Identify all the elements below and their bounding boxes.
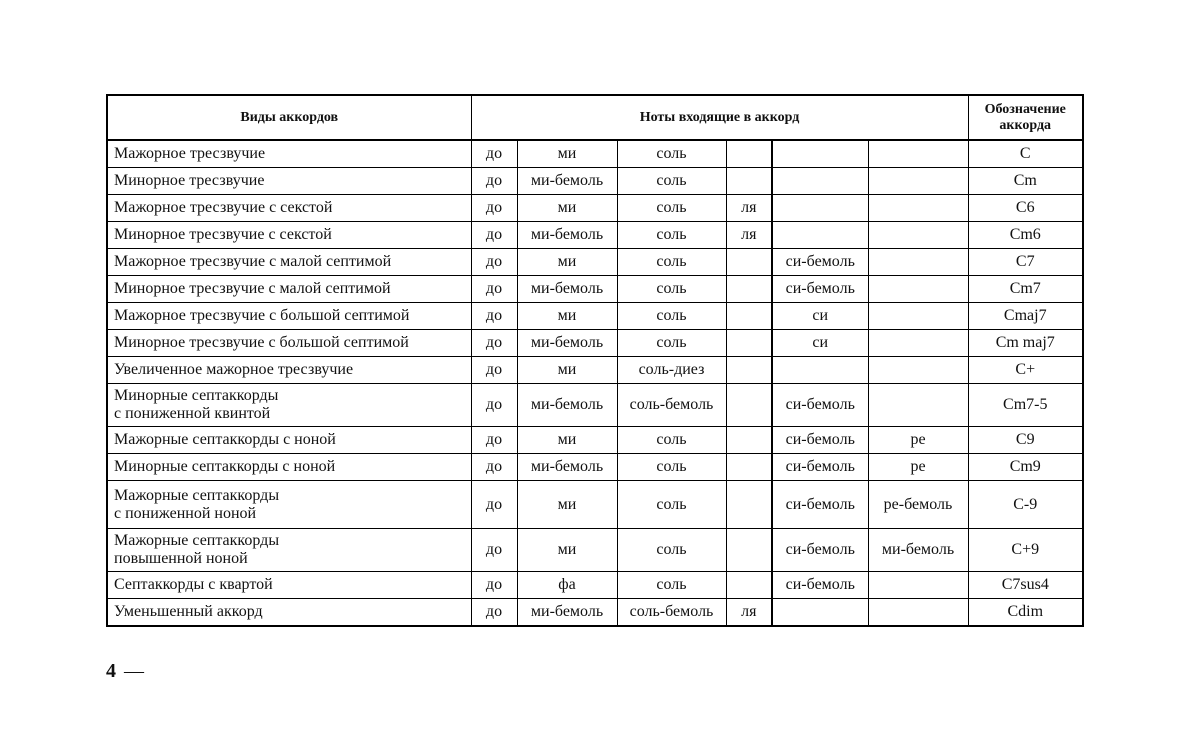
chord-type-cell <box>107 572 471 599</box>
note-cell <box>868 168 968 195</box>
chord-symbol-cell: C7sus4 <box>968 572 1083 599</box>
chord-type-cell <box>107 222 471 249</box>
table-row <box>107 168 1083 195</box>
note-cell <box>772 168 868 195</box>
note-cell: ми <box>517 357 617 384</box>
note-cell <box>726 249 772 276</box>
chord-symbol-cell: Cm6 <box>968 222 1083 249</box>
page-number: 4 <box>106 660 116 682</box>
note-cell <box>868 357 968 384</box>
note-cell: до <box>471 168 517 195</box>
chord-symbol-cell: Cm7-5 <box>968 384 1083 427</box>
note-cell <box>868 599 968 627</box>
chord-symbol-cell: C7 <box>968 249 1083 276</box>
table-row <box>107 572 1083 599</box>
note-cell: соль-бемоль <box>617 599 726 627</box>
note-cell: си-бемоль <box>772 249 868 276</box>
note-cell: ми <box>517 481 617 529</box>
note-cell: соль-диез <box>617 357 726 384</box>
table-row <box>107 249 1083 276</box>
chord-type-line: Увеличенное мажорное тресзвучие <box>114 361 354 378</box>
header-symbol-line1: Обозначение <box>984 101 1066 117</box>
note-cell: до <box>471 427 517 454</box>
chord-type-line: Мажорное тресзвучие с секстой <box>114 199 333 216</box>
note-cell <box>772 599 868 627</box>
note-cell <box>726 454 772 481</box>
note-cell: до <box>471 454 517 481</box>
chord-symbol-cell: C+9 <box>968 529 1083 572</box>
note-cell: ре <box>868 427 968 454</box>
chord-type-cell <box>107 357 471 384</box>
chord-type-cell <box>107 168 471 195</box>
table-row <box>107 481 1083 529</box>
chord-type-line: Мажорные септаккорды <box>114 532 280 549</box>
note-cell: соль <box>617 222 726 249</box>
chord-table-body <box>107 140 1083 626</box>
chord-table <box>106 94 1084 627</box>
page-footer <box>106 660 144 683</box>
note-cell <box>868 572 968 599</box>
note-cell: си-бемоль <box>772 572 868 599</box>
chord-type-cell <box>107 276 471 303</box>
note-cell: ре-бемоль <box>868 481 968 529</box>
chord-symbol-cell: C9 <box>968 427 1083 454</box>
table-row <box>107 599 1083 627</box>
note-cell <box>772 140 868 168</box>
note-cell: соль <box>617 276 726 303</box>
note-cell <box>772 222 868 249</box>
table-row <box>107 276 1083 303</box>
note-cell: до <box>471 303 517 330</box>
note-cell: соль <box>617 249 726 276</box>
chord-symbol-cell: Cdim <box>968 599 1083 627</box>
chord-type-line: Минорное тресзвучие <box>114 172 265 189</box>
note-cell: ре <box>868 454 968 481</box>
chord-type-cell <box>107 599 471 627</box>
note-cell: до <box>471 529 517 572</box>
chord-symbol-cell: Cm9 <box>968 454 1083 481</box>
note-cell <box>726 303 772 330</box>
note-cell: си-бемоль <box>772 384 868 427</box>
chord-type-line: Мажорное тресзвучие с малой септимой <box>114 253 392 270</box>
note-cell <box>868 330 968 357</box>
chord-type-cell <box>107 330 471 357</box>
note-cell: ми-бемоль <box>517 330 617 357</box>
note-cell: ми <box>517 529 617 572</box>
note-cell: до <box>471 222 517 249</box>
table-row <box>107 357 1083 384</box>
note-cell <box>726 276 772 303</box>
table-row <box>107 303 1083 330</box>
chord-type-line: Минорное тресзвучие с большой септимой <box>114 334 409 351</box>
note-cell: си-бемоль <box>772 427 868 454</box>
note-cell: до <box>471 572 517 599</box>
chord-type-line: Септаккорды с квартой <box>114 576 273 593</box>
note-cell: си <box>772 303 868 330</box>
note-cell: до <box>471 599 517 627</box>
chord-type-cell <box>107 454 471 481</box>
chord-type-cell <box>107 384 471 427</box>
note-cell <box>868 384 968 427</box>
note-cell: соль <box>617 168 726 195</box>
table-row <box>107 454 1083 481</box>
chord-symbol-cell: Cm maj7 <box>968 330 1083 357</box>
note-cell: соль <box>617 303 726 330</box>
note-cell <box>868 222 968 249</box>
chord-type-line: Минорные септаккорды с ноной <box>114 458 336 475</box>
chord-symbol-cell: Cm <box>968 168 1083 195</box>
note-cell: соль <box>617 195 726 222</box>
chord-symbol-cell: C-9 <box>968 481 1083 529</box>
note-cell: ля <box>726 195 772 222</box>
note-cell: соль <box>617 454 726 481</box>
note-cell <box>868 276 968 303</box>
chord-type-line: Мажорные септаккорды <box>114 486 280 504</box>
chord-type-line: с пониженной квинтой <box>114 405 271 422</box>
header-symbol-line2: аккорда <box>999 117 1052 133</box>
chord-type-line: Уменьшенный аккорд <box>114 603 263 620</box>
table-row <box>107 140 1083 168</box>
note-cell: соль-бемоль <box>617 384 726 427</box>
chord-type-cell <box>107 249 471 276</box>
chord-symbol-cell: Cm7 <box>968 276 1083 303</box>
chord-type-cell <box>107 195 471 222</box>
chord-type-line: Минорное тресзвучие с секстой <box>114 226 332 243</box>
note-cell <box>726 529 772 572</box>
note-cell: си-бемоль <box>772 454 868 481</box>
note-cell <box>868 303 968 330</box>
chord-type-line: Мажорное тресзвучие с большой септимой <box>114 307 410 324</box>
chord-type-cell <box>107 529 471 572</box>
note-cell <box>868 249 968 276</box>
footer-dash: — <box>124 660 144 682</box>
table-row <box>107 529 1083 572</box>
note-cell: ми <box>517 303 617 330</box>
chord-symbol-cell: C6 <box>968 195 1083 222</box>
note-cell: ми-бемоль <box>517 276 617 303</box>
note-cell: ми <box>517 249 617 276</box>
note-cell <box>726 168 772 195</box>
note-cell: до <box>471 481 517 529</box>
note-cell: си-бемоль <box>772 529 868 572</box>
note-cell: ми-бемоль <box>517 384 617 427</box>
note-cell: си <box>772 330 868 357</box>
header-chord-symbol <box>968 95 1083 140</box>
chord-symbol-cell: Cmaj7 <box>968 303 1083 330</box>
note-cell: фа <box>517 572 617 599</box>
note-cell: ми <box>517 195 617 222</box>
table-row <box>107 195 1083 222</box>
note-cell: ми-бемоль <box>517 454 617 481</box>
note-cell: ми <box>517 427 617 454</box>
note-cell <box>726 140 772 168</box>
note-cell: си-бемоль <box>772 481 868 529</box>
chord-type-cell <box>107 140 471 168</box>
note-cell: до <box>471 384 517 427</box>
header-chord-notes: Ноты входящие в аккорд <box>471 95 968 140</box>
chord-type-cell <box>107 303 471 330</box>
note-cell: ми-бемоль <box>517 599 617 627</box>
note-cell: до <box>471 140 517 168</box>
note-cell: ля <box>726 599 772 627</box>
note-cell: соль <box>617 529 726 572</box>
note-cell: до <box>471 249 517 276</box>
chord-type-line: Минорные септаккорды <box>114 387 279 404</box>
note-cell: соль <box>617 330 726 357</box>
table-row <box>107 384 1083 427</box>
chord-type-line: Мажорное тресзвучие <box>114 145 266 162</box>
note-cell: ля <box>726 222 772 249</box>
note-cell: ми-бемоль <box>517 222 617 249</box>
table-row <box>107 427 1083 454</box>
note-cell: ми-бемоль <box>868 529 968 572</box>
note-cell: ми-бемоль <box>517 168 617 195</box>
note-cell: до <box>471 195 517 222</box>
chord-type-cell <box>107 481 471 529</box>
chord-symbol-cell: C+ <box>968 357 1083 384</box>
chord-type-line: Минорное тресзвучие с малой септимой <box>114 280 391 297</box>
note-cell: до <box>471 276 517 303</box>
chord-type-line: Мажорные септаккорды с ноной <box>114 431 336 448</box>
note-cell <box>868 140 968 168</box>
note-cell: до <box>471 330 517 357</box>
note-cell <box>726 357 772 384</box>
note-cell: ми <box>517 140 617 168</box>
note-cell <box>772 195 868 222</box>
table-row <box>107 330 1083 357</box>
chord-type-line: с пониженной ноной <box>114 504 257 522</box>
chord-type-line: повышенной ноной <box>114 550 248 567</box>
chord-type-cell <box>107 427 471 454</box>
header-chord-types: Виды аккордов <box>107 95 471 140</box>
note-cell <box>868 195 968 222</box>
note-cell <box>726 330 772 357</box>
note-cell: соль <box>617 572 726 599</box>
note-cell <box>772 357 868 384</box>
header-row <box>107 95 1083 140</box>
note-cell: до <box>471 357 517 384</box>
note-cell <box>726 481 772 529</box>
note-cell <box>726 384 772 427</box>
note-cell <box>726 427 772 454</box>
note-cell: соль <box>617 140 726 168</box>
note-cell: соль <box>617 481 726 529</box>
chord-symbol-cell: C <box>968 140 1083 168</box>
table-row <box>107 222 1083 249</box>
note-cell: си-бемоль <box>772 276 868 303</box>
note-cell: соль <box>617 427 726 454</box>
note-cell <box>726 572 772 599</box>
